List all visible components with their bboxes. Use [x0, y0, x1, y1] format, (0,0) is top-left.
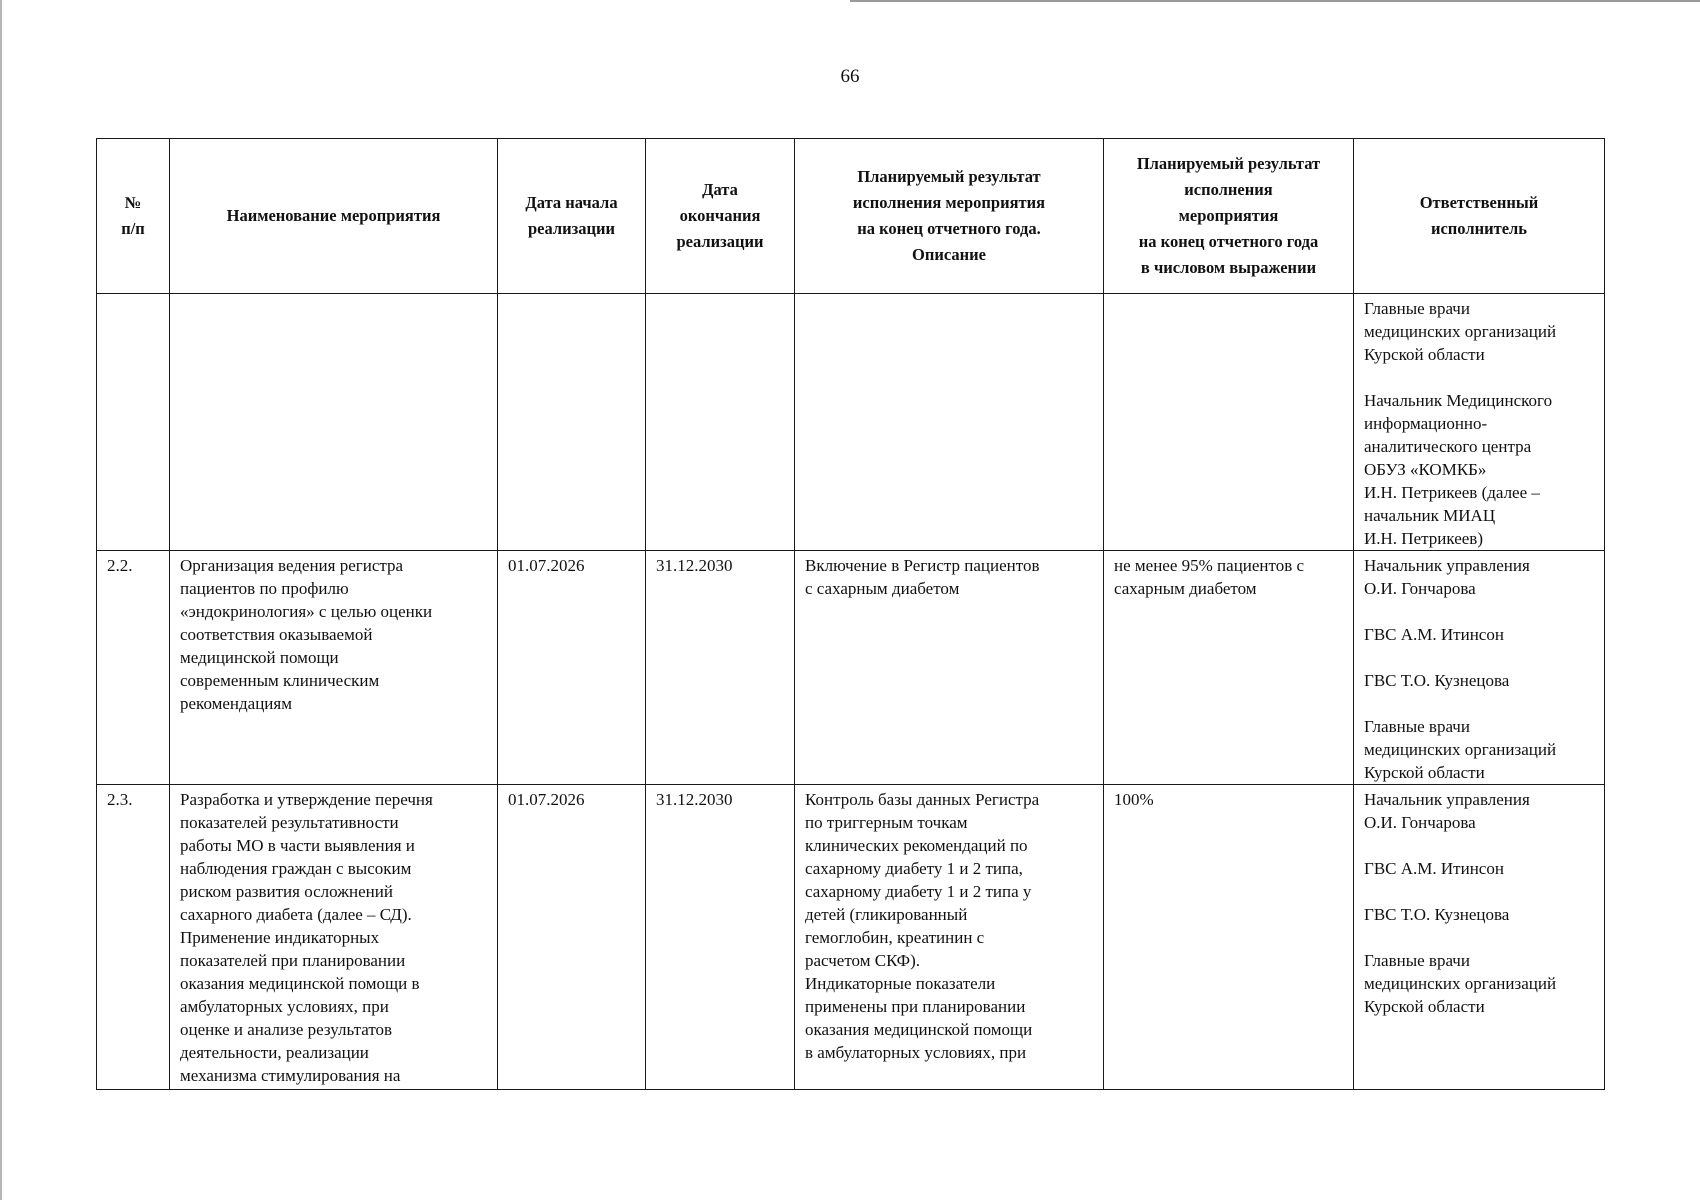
header-result-description: Планируемый результат исполнения мероприятия на конец отчетного года. Описание — [795, 139, 1104, 294]
cell-end-date — [646, 294, 795, 551]
cell-result-numeric — [1104, 294, 1354, 551]
cell-activity-name: Разработка и утверждение перечня показателей результативности работы МО в части выявления и наблюдения граждан с высоким риском развития осложнений сахарного диабета (далее – СД). Применение индикаторных показателей при планировании оказания медицинской помощи в амбулаторных условиях, при оценке и анализе результатов деятельности, реализации механизма стимулирования на — [170, 785, 498, 1090]
header-start-date: Дата начала реализации — [498, 139, 646, 294]
cell-result-description — [795, 294, 1104, 551]
table-header-row — [97, 139, 1605, 294]
activities-table — [96, 138, 1605, 1090]
header-activity-name: Наименование мероприятия — [170, 139, 498, 294]
cell-number: 2.2. — [97, 551, 170, 785]
cell-number: 2.3. — [97, 785, 170, 1090]
cell-result-description: Контроль базы данных Регистра по триггерным точкам клинических рекомендаций по сахарному диабету 1 и 2 типа, сахарному диабету 1 и 2 типа у детей (гликированный гемоглобин, креатинин с расчетом СКФ). Индикаторные показатели применены при планировании оказания медицинской помощи в амбулаторных условиях, при — [795, 785, 1104, 1090]
cell-responsible: Начальник управления О.И. Гончарова ГВС А.М. Итинсон ГВС Т.О. Кузнецова Главные врачи медицинских организаций Курской области — [1354, 785, 1605, 1090]
scan-edge-left — [0, 0, 2, 1200]
cell-activity-name — [170, 294, 498, 551]
header-number: № п/п — [97, 139, 170, 294]
scan-edge-top — [850, 0, 1700, 2]
table-row — [97, 294, 1605, 551]
page-number: 66 — [840, 66, 860, 87]
cell-start-date: 01.07.2026 — [498, 785, 646, 1090]
cell-result-numeric: 100% — [1104, 785, 1354, 1090]
cell-activity-name: Организация ведения регистра пациентов по профилю «эндокринология» с целью оценки соответствия оказываемой медицинской помощи современным клиническим рекомендациям — [170, 551, 498, 785]
cell-responsible: Главные врачи медицинских организаций Курской области Начальник Медицинского информационно- аналитического центра ОБУЗ «КОМКБ» И.Н. Петрикеев (далее – начальник МИАЦ И.Н. Петрикеев) — [1354, 294, 1605, 551]
table-row — [97, 551, 1605, 785]
cell-result-numeric: не менее 95% пациентов с сахарным диабетом — [1104, 551, 1354, 785]
cell-number — [97, 294, 170, 551]
cell-start-date — [498, 294, 646, 551]
header-responsible: Ответственный исполнитель — [1354, 139, 1605, 294]
cell-end-date: 31.12.2030 — [646, 785, 795, 1090]
header-end-date: Дата окончания реализации — [646, 139, 795, 294]
cell-end-date: 31.12.2030 — [646, 551, 795, 785]
cell-start-date: 01.07.2026 — [498, 551, 646, 785]
cell-responsible: Начальник управления О.И. Гончарова ГВС А.М. Итинсон ГВС Т.О. Кузнецова Главные врачи медицинских организаций Курской области — [1354, 551, 1605, 785]
table-row — [97, 785, 1605, 1090]
header-result-numeric: Планируемый результат исполнения мероприятия на конец отчетного года в числовом выражении — [1104, 139, 1354, 294]
cell-result-description: Включение в Регистр пациентов с сахарным диабетом — [795, 551, 1104, 785]
